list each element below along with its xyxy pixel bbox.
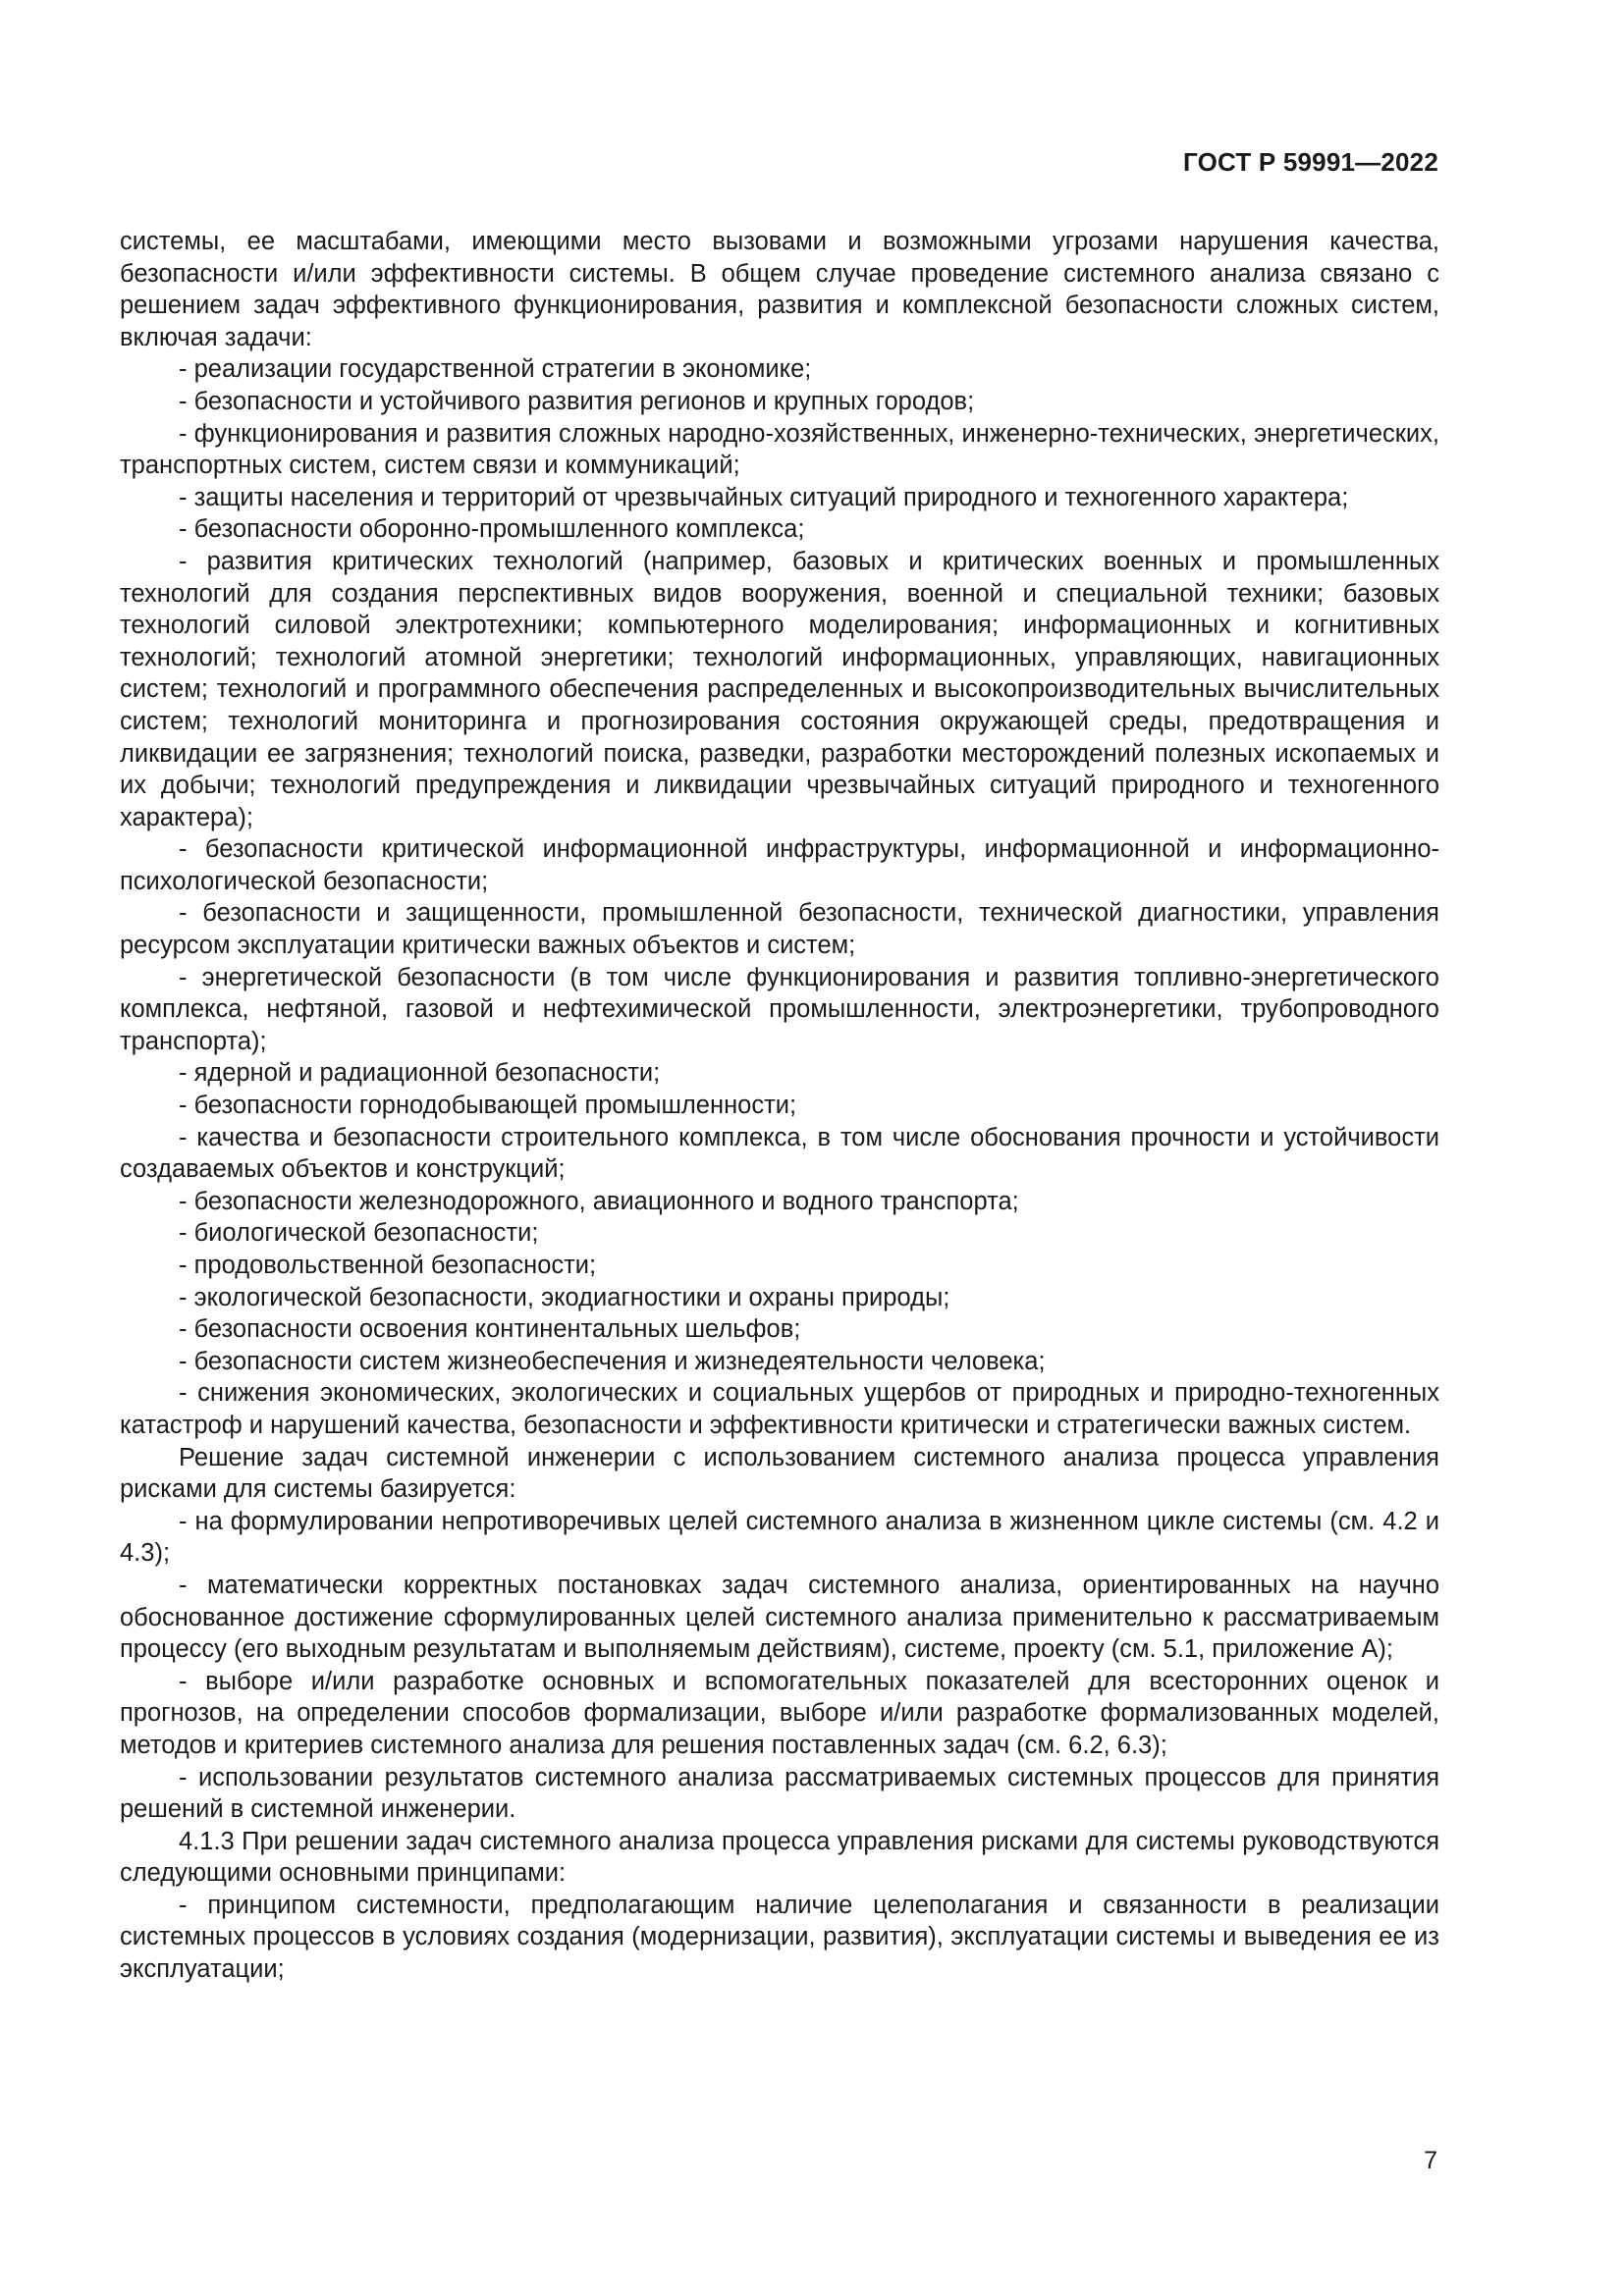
document-header: ГОСТ Р 59991—2022 (1183, 147, 1438, 177)
paragraph: - функционирования и развития сложных народно-хозяйственных, инженерно-технических, энергетических, транспортных систем, систем связи и коммуникаций; (120, 419, 1439, 480)
paragraph: - биологической безопасности; (179, 1219, 539, 1248)
paragraph: Решение задач системной инженерии с использованием системного анализа процесса управления рисками для системы базируется: (120, 1443, 1439, 1504)
paragraph: - безопасности освоения континентальных шельфов; (179, 1315, 801, 1344)
paragraph: - безопасности оборонно-промышленного комплекса; (179, 515, 805, 544)
paragraph: - безопасности железнодорожного, авиационного и водного транспорта; (179, 1187, 1019, 1215)
paragraph: - снижения экономических, экологических и социальных ущербов от природных и природно-техногенных катастроф и нарушений качества, безопасности и эффективности критически и стратегически важных систем. (120, 1379, 1439, 1439)
page-number: 7 (1424, 2147, 1437, 2174)
paragraph: - продовольственной безопасности; (179, 1252, 597, 1279)
paragraph: - использовании результатов системного анализа рассматриваемых системных процессов для принятия решений в системной инженерии. (120, 1763, 1439, 1824)
paragraph: - безопасности систем жизнеобеспечения и жизнедеятельности человека; (179, 1347, 1046, 1375)
document-body (120, 226, 1439, 1986)
paragraph: - безопасности и устойчивого развития регионов и крупных городов; (179, 387, 975, 415)
paragraph: - математически корректных постановках задач системного анализа, ориентированных на научно обоснованное достижение сформулированных целей системного анализа применительно к рассматриваемым процессу (его выходным результатам и выполняемым действиям), системе, проекту (см. 5.1, приложение А); (120, 1571, 1439, 1664)
paragraph: 4.1.3 При решении задач системного анализа процесса управления рисками для системы руководствуются следующими основными принципами: (120, 1827, 1439, 1888)
paragraph: - выборе и/или разработке основных и вспомогательных показателей для всесторонних оценок и прогнозов, на определении способов формализации, выборе и/или разработке формализованных моделей, методов и критериев системного анализа для решения поставленных задач (см. 6.2, 6.3); (120, 1667, 1439, 1759)
paragraph: - экологической безопасности, экодиагностики и охраны природы; (179, 1283, 950, 1311)
paragraph: - ядерной и радиационной безопасности; (179, 1059, 661, 1088)
paragraph: - защиты населения и территорий от чрезвычайных ситуаций природного и техногенного характера; (179, 483, 1349, 511)
paragraph: - реализации государственной стратегии в экономике; (179, 355, 812, 384)
paragraph: - энергетической безопасности (в том числе функционирования и развития топливно-энергетического комплекса, нефтяной, газовой и нефтехимической промышленности, электроэнергетики, трубопроводного транспорта); (120, 963, 1439, 1055)
paragraph: - на формулировании непротиворечивых целей системного анализа в жизненном цикле системы (см. 4.2 и 4.3); (120, 1507, 1439, 1568)
paragraph: - безопасности горнодобывающей промышленности; (179, 1092, 797, 1120)
paragraph: - качества и безопасности строительного комплекса, в том числе обоснования прочности и устойчивости создаваемых объектов и конструкций; (120, 1123, 1439, 1184)
paragraph: - принципом системности, предполагающим наличие целеполагания и связанности в реализации системных процессов в условиях создания (модернизации, развития), эксплуатации системы и выведения ее из эксплуатации; (120, 1891, 1439, 1984)
paragraph: - безопасности и защищенности, промышленной безопасности, технической диагностики, управления ресурсом эксплуатации критически важных объектов и систем; (120, 899, 1439, 960)
paragraph: системы, ее масштабами, имеющими место вызовами и возможными угрозами нарушения качества, безопасности и/или эффективности системы. В общем случае проведение системного анализа связано с решением задач эффективного функционирования, развития и комплексной безопасности сложных систем, включая задачи: (120, 228, 1439, 351)
paragraph: - развития критических технологий (например, базовых и критических военных и промышленных технологий для создания перспективных видов вооружения, военной и специальной техники; базовых технологий силовой электротехники; компьютерного моделирования; информационных и когнитивных технологий; технологий атомной энергетики; технологий информационных, управляющих, навигационных систем; технологий и программного обеспечения распределенных и высокопроизводительных вычислительных систем; технологий мониторинга и прогнозирования состояния окружающей среды, предотвращения и ликвидации ее загрязнения; технологий поиска, разведки, разработки месторождений полезных ископаемых и их добычи; технологий предупреждения и ликвидации чрезвычайных ситуаций природного и техногенного характера); (120, 547, 1439, 831)
paragraph: - безопасности критической информационной инфраструктуры, информационной и информационно-психологической безопасности; (120, 835, 1439, 895)
